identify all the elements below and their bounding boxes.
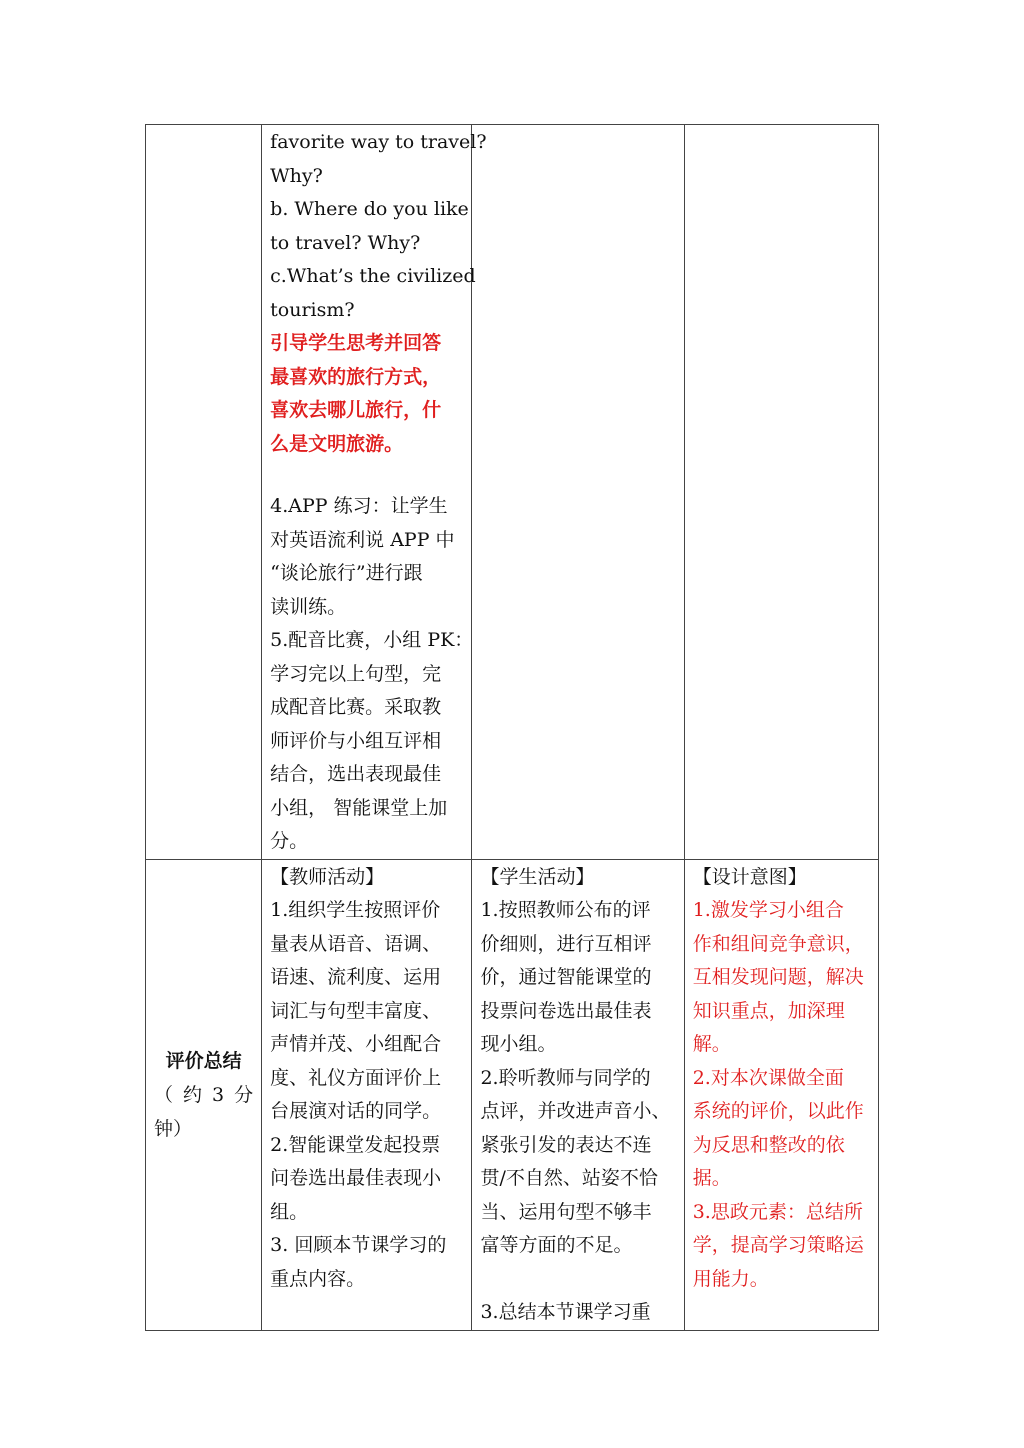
design-intent-cell-empty [684, 125, 878, 860]
text-line: 紧张引发的表达不连 [480, 1133, 652, 1156]
red-intent-line: 3.思政元素：总结所 [692, 1200, 863, 1223]
red-guidance-line: 引导学生思考并回答 [270, 332, 442, 354]
stage-name-cell [146, 859, 262, 1330]
text-line: 1.组织学生按照评价 [270, 899, 441, 921]
student-activity-cell [472, 859, 684, 1330]
red-intent-line: 2.对本次课做全面 [692, 1066, 844, 1089]
text-line: 现小组。 [480, 1033, 557, 1055]
stage-duration-part: 分 [234, 1083, 254, 1106]
table-row [146, 125, 879, 860]
text-line: 结合，选出表现最佳 [270, 763, 442, 785]
red-intent-line: 1.激发学习小组合 [692, 899, 844, 921]
red-intent-line: 据。 [692, 1167, 731, 1189]
red-intent-line: 为反思和整改的依 [692, 1133, 845, 1156]
text-line: to travel? Why? [270, 231, 421, 254]
red-intent-line: 系统的评价，以此作 [692, 1100, 864, 1122]
stage-title: 评价总结 [165, 1049, 242, 1072]
text-line: 5.配音比赛，小组 PK： [270, 629, 474, 651]
text-line: 语速、流利度、运用 [270, 966, 442, 988]
section-heading: 【设计意图】 [692, 865, 807, 888]
text-line: 当、运用句型不够丰 [480, 1200, 652, 1223]
text-line: 读训练。 [270, 595, 347, 618]
stage-duration-part: 约 [183, 1083, 203, 1106]
text-line: 组。 [270, 1200, 309, 1223]
red-intent-line: 用能力。 [692, 1267, 769, 1290]
text-line: c.What’s the civilized [270, 265, 476, 287]
text-line: 价，通过智能课堂的 [480, 966, 652, 988]
spacer [270, 461, 463, 490]
spacer [480, 1263, 675, 1297]
table-row [146, 859, 879, 1330]
section-heading: 【教师活动】 [270, 865, 385, 888]
red-intent-line: 解。 [692, 1033, 731, 1055]
text-line: 师评价与小组互评相 [270, 729, 442, 752]
text-line: 3. 回顾本节课学习的 [270, 1234, 447, 1256]
text-line: 台展演对话的同学。 [270, 1100, 442, 1122]
text-line: 量表从语音、语调、 [270, 932, 442, 955]
stage-duration [154, 1078, 253, 1112]
text-line: 4.APP 练习：让学生 [270, 495, 448, 517]
text-line: Why? [270, 164, 323, 187]
text-line: 分。 [270, 830, 309, 852]
text-line: “谈论旅行”进行跟 [270, 562, 423, 584]
text-line: 对英语流利说 APP 中 [270, 528, 455, 551]
text-line: 投票问卷选出最佳表 [480, 999, 652, 1022]
red-intent-line: 互相发现问题，解决 [692, 966, 864, 988]
red-intent-line: 知识重点，加深理 [692, 999, 845, 1022]
red-guidance-line: 喜欢去哪儿旅行，什 [270, 399, 442, 421]
stage-duration-end: 钟） [154, 1117, 193, 1140]
text-line: 贯/不自然、站姿不恰 [480, 1167, 658, 1189]
teacher-activity-cell [262, 125, 487, 860]
stage-duration-part: （ [154, 1083, 174, 1106]
text-line: 词汇与句型丰富度、 [270, 999, 442, 1022]
lesson-plan-table [145, 124, 879, 1331]
red-guidance-line: 最喜欢的旅行方式， [270, 365, 442, 388]
text-line: 点评，并改进声音小、 [480, 1100, 671, 1122]
text-line: 2.智能课堂发起投票 [270, 1133, 441, 1156]
text-line: tourism? [270, 298, 355, 321]
red-guidance-line: 么是文明旅游。 [270, 432, 404, 455]
text-line: 价细则，进行互相评 [480, 932, 652, 955]
student-activity-cell-empty [472, 125, 684, 860]
text-line: 重点内容。 [270, 1267, 366, 1290]
text-line: 3.总结本节课学习重 [480, 1301, 651, 1323]
text-line: 学习完以上句型，完 [270, 662, 442, 685]
design-intent-cell [684, 859, 878, 1330]
text-line: 问卷选出最佳表现小 [270, 1167, 442, 1189]
text-line: b. Where do you like [270, 198, 469, 220]
section-heading: 【学生活动】 [480, 865, 595, 888]
red-intent-line: 作和组间竞争意识， [692, 932, 864, 955]
stage-cell-empty [146, 125, 262, 860]
text-line: 度、礼仪方面评价上 [270, 1066, 442, 1089]
teacher-activity-cell [262, 859, 472, 1330]
text-line: 2.聆听教师与同学的 [480, 1066, 651, 1089]
text-line: favorite way to travel? [270, 131, 487, 153]
stage-duration-part: 3 [212, 1083, 225, 1106]
text-line: 成配音比赛。采取教 [270, 696, 442, 718]
text-line: 富等方面的不足。 [480, 1234, 633, 1256]
text-line: 1.按照教师公布的评 [480, 899, 651, 921]
text-line: 声情并茂、小组配合 [270, 1033, 442, 1055]
text-line: 小组， 智能课堂上加 [270, 796, 448, 819]
red-intent-line: 学，提高学习策略运 [692, 1234, 864, 1256]
